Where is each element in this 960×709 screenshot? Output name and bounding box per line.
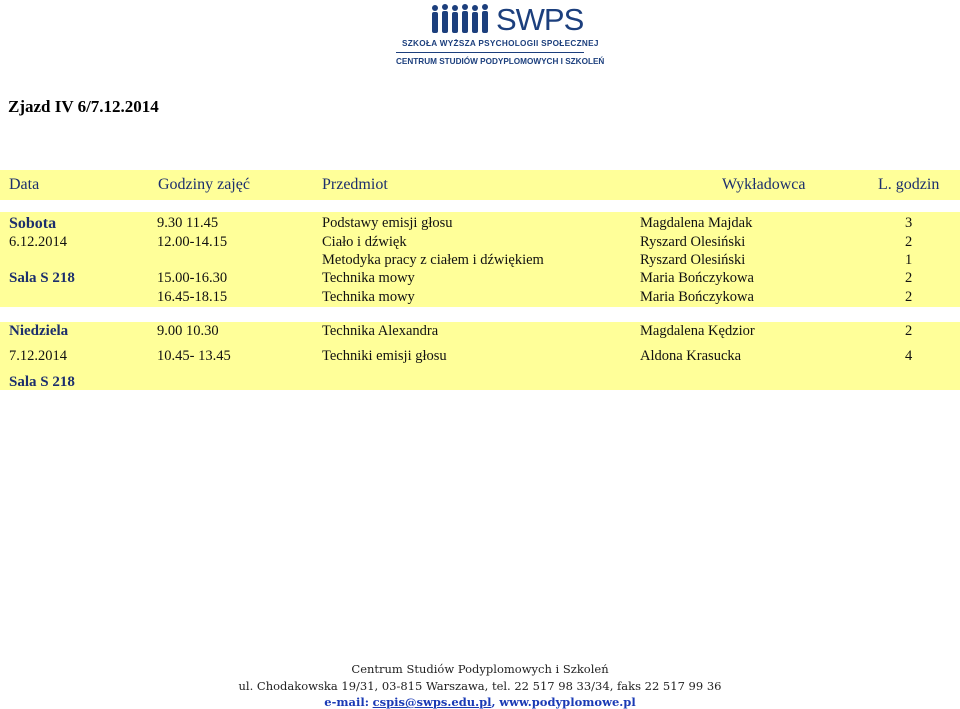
table-cell-hours: 9.00 10.30 xyxy=(157,323,219,339)
table-cell-lecturer: Magdalena Majdak xyxy=(640,215,753,231)
footer-email-link[interactable]: cspis@swps.edu.pl xyxy=(372,695,492,709)
swps-logo xyxy=(392,2,605,70)
sunday-room: Sala S 218 xyxy=(9,374,75,390)
footer-org-name: Centrum Studiów Podyplomowych i Szkoleń xyxy=(351,662,609,676)
footer-contact xyxy=(0,695,960,709)
sunday-day-label: Niedziela xyxy=(9,323,69,339)
table-cell-lecturer: Maria Bończykowa xyxy=(640,270,754,286)
sunday-date: 7.12.2014 xyxy=(9,348,67,364)
table-cell-subject: Ciało i dźwięk xyxy=(322,234,407,250)
table-cell-subject: Technika Alexandra xyxy=(322,323,439,339)
logo-center-name: CENTRUM STUDIÓW PODYPLOMOWYCH I SZKOLEŃ xyxy=(396,57,605,66)
table-cell-lecturer: Aldona Krasucka xyxy=(640,348,742,364)
table-cell-count: 1 xyxy=(905,252,913,268)
table-cell-hours: 15.00-16.30 xyxy=(157,270,228,286)
table-cell-lecturer: Ryszard Olesiński xyxy=(640,234,746,250)
saturday-date: 6.12.2014 xyxy=(9,234,67,250)
footer-address: ul. Chodakowska 19/31, 03-815 Warszawa, tel. 22 517 98 33/34, faks 22 517 99 36 xyxy=(238,679,722,693)
saturday-band-2 xyxy=(0,269,960,307)
people-silhouettes-icon xyxy=(430,4,492,34)
table-cell-lecturer: Maria Bończykowa xyxy=(640,289,754,305)
table-cell-count: 2 xyxy=(905,323,913,339)
header-subject: Przedmiot xyxy=(322,176,388,193)
header-lecturer: Wykładowca xyxy=(722,176,806,193)
table-cell-count: 2 xyxy=(905,289,913,305)
table-cell-subject: Podstawy emisji głosu xyxy=(322,215,453,231)
header-date: Data xyxy=(9,176,40,193)
logo-school-name: SZKOŁA WYŻSZA PSYCHOLOGII SPOŁECZNEJ xyxy=(402,39,599,48)
table-cell-subject: Technika mowy xyxy=(322,270,415,286)
footer-email-label: e-mail: xyxy=(324,695,369,709)
footer-separator: , xyxy=(491,695,496,709)
table-cell-subject: Technika mowy xyxy=(322,289,415,305)
sunday-band xyxy=(0,322,960,390)
saturday-day-label: Sobota xyxy=(9,215,57,232)
table-cell-subject: Metodyka pracy z ciałem i dźwiękiem xyxy=(322,252,544,268)
table-cell-lecturer: Magdalena Kędzior xyxy=(640,323,755,339)
table-cell-hours: 16.45-18.15 xyxy=(157,289,228,305)
footer-website[interactable]: www.podyplomowe.pl xyxy=(499,695,636,709)
table-cell-count: 2 xyxy=(905,234,913,250)
table-cell-count: 3 xyxy=(905,215,913,231)
table-cell-subject: Techniki emisji głosu xyxy=(322,348,447,364)
header-hours: Godziny zajęć xyxy=(158,176,250,193)
logo-brand: SWPS xyxy=(496,2,584,37)
table-cell-lecturer: Ryszard Olesiński xyxy=(640,252,746,268)
table-cell-hours: 12.00-14.15 xyxy=(157,234,228,250)
saturday-room: Sala S 218 xyxy=(9,270,75,286)
logo-divider xyxy=(396,52,584,53)
table-cell-count: 4 xyxy=(905,348,913,364)
header-count: L. godzin xyxy=(878,176,940,193)
table-cell-count: 2 xyxy=(905,270,913,286)
table-cell-hours: 10.45- 13.45 xyxy=(157,348,231,364)
table-cell-hours: 9.30 11.45 xyxy=(157,215,219,231)
page-title: Zjazd IV 6/7.12.2014 xyxy=(8,97,159,116)
header-band xyxy=(0,170,960,200)
